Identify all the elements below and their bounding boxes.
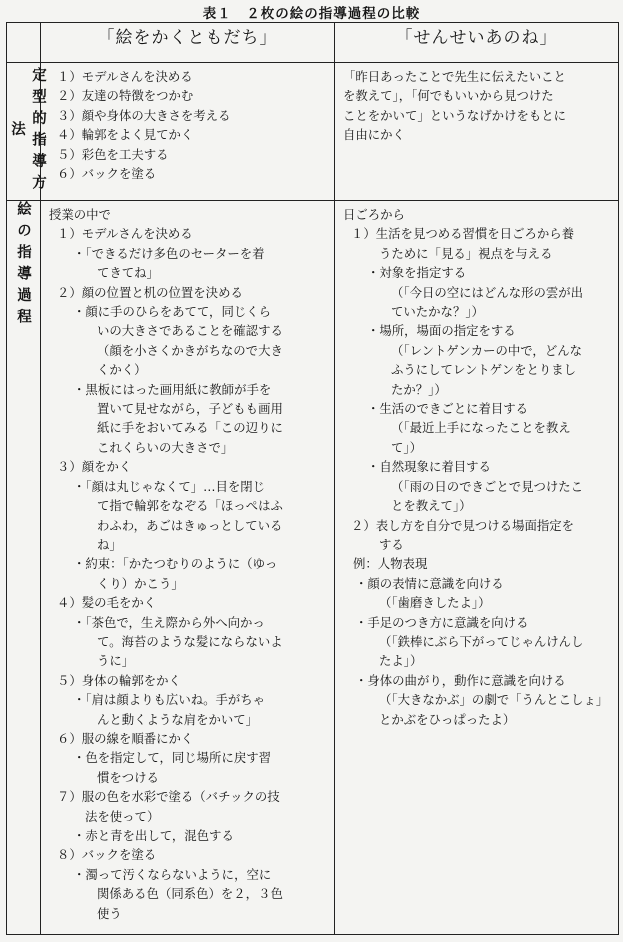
- text-line: ３）顔や身体の大きさを考える: [57, 107, 231, 123]
- text-line: １）生活を見つめる習慣を日ごろから養: [351, 226, 575, 242]
- text-line: を教えて」，「何でもいいから見つけた: [343, 88, 554, 104]
- text-line: ・黒板にはった画用紙に教師が手を: [73, 381, 272, 397]
- text-line: うために「見る」視点を与える: [379, 245, 553, 261]
- text-line: ・約束：「かたつむりのように（ゆっ: [73, 556, 278, 572]
- text-line: ていたかな？」）: [391, 304, 484, 320]
- cell-left: [41, 201, 335, 935]
- text-line: 置いて見せながら，子どもも画用: [97, 401, 283, 417]
- text-line: 自由にかく: [343, 127, 405, 143]
- text-line: ６）バックを塗る: [57, 166, 157, 182]
- text-line: ふうにしてレントゲンをとりまし: [391, 362, 577, 378]
- text-line: （「大きなかぶ」の劇で「うんとこしょ」: [379, 692, 609, 708]
- column-header-right: 「せんせいあのね」: [335, 23, 619, 63]
- text-line: ５）彩色を工夫する: [57, 146, 169, 162]
- row-label: 絵の指導過程: [15, 201, 31, 330]
- text-line: （顔を小さくかきがちなので大き: [97, 342, 283, 358]
- text-line: いの大きさであることを確認する: [97, 323, 283, 339]
- text-line: ・「顔は丸じゃなくて」…目を閉じ: [73, 478, 266, 494]
- column-header-left: 「絵をかくともだち」: [41, 23, 335, 63]
- text-line: くり）かこう」: [97, 575, 184, 591]
- text-line: （「雨の日のできごとで見つけたこ: [391, 478, 584, 494]
- text-line: ・場所，場面の指定をする: [367, 323, 516, 339]
- cell-left: [41, 63, 335, 201]
- text-line: ・手足のつき方に意識を向ける: [355, 614, 529, 630]
- text-line: （「鉄棒にぶら下がってじゃんけんし: [379, 633, 584, 649]
- row-label-cell: [7, 63, 46, 201]
- text-line: （「レントゲンカーの中で，どんな: [391, 342, 582, 358]
- text-line: ・身体の曲がり，動作に意識を向ける: [355, 672, 566, 688]
- text-line: 日ごろから: [343, 207, 405, 222]
- text-line: これくらいの大きさで」: [97, 439, 234, 455]
- text-line: ね」: [97, 536, 122, 552]
- text-line: ・顔に手のひらをあてて，同じくら: [73, 304, 272, 320]
- row-label: 定型的指導方法: [9, 67, 46, 196]
- text-line: くかく）: [97, 362, 147, 378]
- text-line: て。海苔のような髪にならないよ: [97, 633, 283, 649]
- corner-cell: [7, 23, 41, 63]
- text-line: ３）顔をかく: [57, 459, 132, 475]
- text-line: する: [379, 536, 404, 552]
- text-line: （「今日の空にはどんな形の雲が出: [391, 284, 584, 300]
- text-line: ２）表し方を自分で見つける場面指定を: [351, 517, 575, 533]
- text-line: とかぶをひっぱったよ）: [379, 711, 516, 727]
- text-line: ・濁って汚くならないように，空に: [73, 866, 272, 882]
- text-line: 法を使って）: [85, 808, 160, 824]
- text-line: わふわ，あごはきゅっとしている: [97, 517, 283, 533]
- cell-right: [335, 63, 619, 201]
- row-label-cell: [7, 201, 41, 935]
- text-line: たよ」）: [379, 653, 423, 669]
- text-line: て」）: [391, 439, 422, 455]
- text-line: ・「茶色で，生え際から外へ向かっ: [73, 614, 265, 630]
- text-line: ５）身体の輪郭をかく: [57, 672, 181, 688]
- text-line: １）モデルさんを決める: [57, 226, 193, 242]
- text-line: 授業の中で: [49, 207, 111, 222]
- text-line: ４）髪の毛をかく: [57, 595, 157, 611]
- cell-content: [335, 63, 618, 145]
- text-line: たか？」）: [391, 381, 447, 397]
- table-row: [7, 201, 619, 935]
- text-line: ・自然現象に着目する: [367, 459, 491, 475]
- text-line: 例：人物表現: [353, 556, 428, 572]
- text-line: ・生活のできごとに着目する: [367, 401, 529, 417]
- text-line: １）モデルさんを決める: [57, 69, 193, 84]
- text-line: 使う: [97, 905, 122, 921]
- comparison-table: [6, 22, 619, 935]
- text-line: ・赤と青を出して，混色する: [73, 828, 234, 843]
- cell-content: [41, 63, 334, 183]
- text-line: （「歯磨きしたよ」）: [379, 595, 491, 611]
- text-line: ことをかいて」というなげかけをもとに: [343, 107, 567, 123]
- cell-content: [41, 201, 334, 923]
- text-line: んと動くような肩をかいて」: [97, 711, 259, 727]
- text-line: て指で輪郭をなぞる「ほっぺはふ: [97, 498, 283, 514]
- text-line: ２）友達の特徴をつかむ: [57, 88, 194, 104]
- text-line: 関係ある色（同系色）を２，３色: [97, 886, 283, 902]
- text-line: ７）服の色を水彩で塗る（バチックの技: [57, 789, 280, 805]
- cell-right: [335, 201, 619, 935]
- text-line: ・色を指定して，同じ場所に戻す習: [73, 750, 272, 766]
- text-line: （「最近上手になったことを教え: [391, 420, 571, 436]
- text-line: 慣をつける: [97, 769, 159, 785]
- text-line: てきてね」: [97, 265, 159, 281]
- text-line: 「昨日あったことで先生に伝えたいこと: [343, 69, 566, 84]
- text-line: ・「肩は顔よりも広いね。手がちゃ: [73, 692, 266, 708]
- text-line: うに」: [97, 653, 135, 669]
- text-line: ４）輪郭をよく見てかく: [57, 127, 194, 143]
- text-line: ８）バックを塗る: [57, 847, 157, 863]
- text-line: ・「できるだけ多色のセーターを着: [73, 245, 265, 261]
- table-caption: 表１ ２枚の絵の指導過程の比較: [202, 6, 421, 22]
- text-line: ・顔の表情に意識を向ける: [355, 575, 504, 591]
- text-line: 紙に手をおいてみる「この辺りに: [97, 420, 283, 436]
- text-line: ・対象を指定する: [367, 265, 467, 281]
- text-line: ６）服の線を順番にかく: [57, 730, 194, 746]
- text-line: ２）顔の位置と机の位置を決める: [57, 284, 243, 300]
- table-row: [7, 63, 619, 201]
- header-row: [7, 23, 619, 63]
- cell-content: [335, 201, 618, 729]
- text-line: とを教えて」）: [391, 498, 472, 514]
